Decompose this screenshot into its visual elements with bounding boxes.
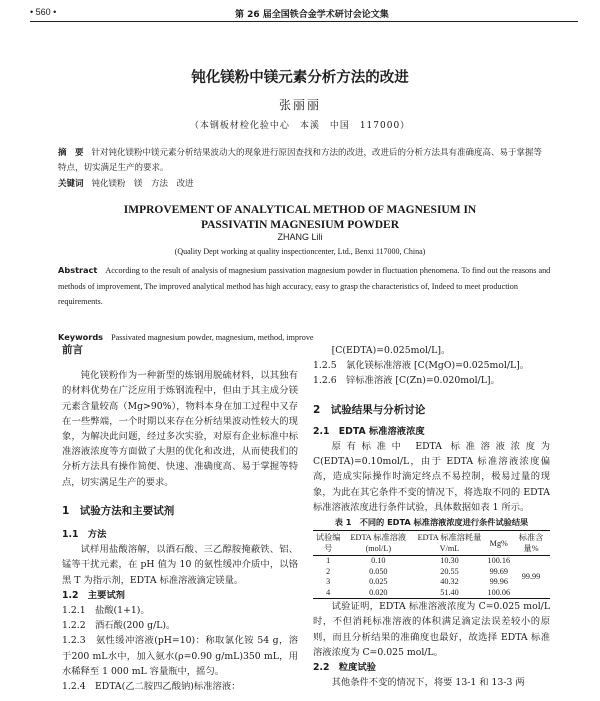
section-2-heading: 2 试验结果与分析讨论 xyxy=(313,403,426,416)
english-keywords-text: Passivated magnesium powder, magnesium, method, improve xyxy=(111,333,314,342)
table-cell: 0.050 xyxy=(369,566,388,576)
table-row xyxy=(313,556,550,567)
table-cell: 40.32 xyxy=(440,577,459,587)
section-2-2-paragraph: 其他条件不变的情况下，将要 13-1 和 13-3 两 xyxy=(331,677,525,689)
section-1-2-heading: 1.2 主要试剂 xyxy=(62,589,125,601)
table-1 xyxy=(313,530,550,599)
page-number: • 560 • xyxy=(30,7,57,17)
english-abstract-text: According to the result of analysis of magnesium passivation magnesium powder in fluctuation phenomena. To find out the reasons and methods of improvement, The improved analytical method has high accuracy, easy to grasp the characteristics of, Indeed to meet production requirements. xyxy=(58,266,551,306)
abstract-label: 摘 要 xyxy=(58,148,84,158)
section-1-heading: 1 试验方法和主要试剂 xyxy=(62,504,175,517)
table-cell: 4 xyxy=(313,588,343,599)
reagent-2: 1.2.2 酒石酸(200 g/L)。 xyxy=(62,620,176,632)
chinese-abstract xyxy=(58,146,550,176)
preface-paragraph: 钝化镁粉作为一种新型的炼钢用脱硫材料，以其独有的材料优势在广泛应用于炼钢流程中，但由于其主成分镁元素含量较高（Mg>90%），物料本身在加工过程中又存在一些弊端，一个时期以来存在分析结果波动性较大的现象，为解决此问题，经过多次实验，对原有企业标准中标准溶液浓度等方面做了大胆的优化和改进，从而使我们的分析方法具有操作简便、快速、准确度高、易于掌握等特点，切实满足生产的要求。 xyxy=(62,370,298,488)
english-title xyxy=(0,203,600,233)
chinese-author: 张丽丽 xyxy=(278,98,321,112)
english-abstract-label: Abstract xyxy=(58,265,98,275)
english-author: ZHANG Lili xyxy=(277,232,323,242)
chinese-title: 钝化镁粉中镁元素分析方法的改进 xyxy=(191,70,409,86)
table-cell: 3 xyxy=(326,577,331,587)
table-cell: 99.69 xyxy=(489,566,508,576)
reagent-6: 1.2.6 锌标准溶液 [C(Zn)=0.020mol/L]。 xyxy=(313,375,500,387)
table-standard-cell: 99.99 xyxy=(512,556,550,599)
right-column xyxy=(313,343,550,690)
table-header-row xyxy=(313,531,550,556)
running-header xyxy=(30,4,578,20)
table-cell: 100.06 xyxy=(487,587,511,597)
section-1-1-heading: 1.1 方法 xyxy=(62,529,107,541)
table-cell: 99.96 xyxy=(489,577,508,587)
table-cell: 100.16 xyxy=(487,556,511,566)
reagent-5: 1.2.5 氯化镁标准溶液 [C(MgO)=0.025mol/L]。 xyxy=(313,360,530,372)
table-cell: 0.025 xyxy=(369,577,388,587)
table-cell: 20.55 xyxy=(440,566,459,576)
table-cell: 10.30 xyxy=(440,556,459,566)
english-keywords xyxy=(58,332,554,342)
table-cell: 0.020 xyxy=(343,588,413,599)
keywords-label: 关键词 xyxy=(58,179,84,189)
table-header: EDTA 标准溶耗量 V/mL xyxy=(413,531,485,556)
english-title-line2: PASSIVATIN MAGNESIUM POWDER xyxy=(200,219,400,231)
table-cell: 51.40 xyxy=(413,588,485,599)
section-2-2-heading: 2.2 粒度试验 xyxy=(313,662,376,674)
section-1-1-paragraph: 试样用盐酸溶解，以酒石酸、三乙醇胺掩蔽铁、铝、锰等干扰元素，在 pH 值为 10 的氨性缓冲介质中，以铬黑 T 为指示剂，EDTA 标准溶液滴定镁量。 xyxy=(62,544,298,586)
table-header: Mg% xyxy=(486,531,513,556)
english-affiliation: (Quality Dept working at quality inspectioncenter, Ltd., Benxi 117000, China) xyxy=(174,247,426,256)
reagent-4: 1.2.4 EDTA(乙二胺四乙酸钠)标准溶液： xyxy=(62,681,241,693)
table-cell: 2 xyxy=(326,566,331,576)
table-header: 试验编号 xyxy=(313,531,343,556)
chinese-affiliation: （本钢板材检化验中心 本溪 中国 117000） xyxy=(189,121,411,131)
reagent-1: 1.2.1 盐酸(1+1)。 xyxy=(62,605,150,617)
section-2-1-heading: 2.1 EDTA 标准溶液浓度 xyxy=(313,425,425,437)
chinese-keywords xyxy=(58,177,550,189)
abstract-text: 针对钝化镁粉中镁元素分析结果波动大的现象进行原因查找和方法的改进，改进后的分析方法具有准确度高、易于掌握等特点，切实满足生产的要求。 xyxy=(58,148,543,173)
section-2-1-paragraph: 原有标准中 EDTA 标准溶液浓度为 C(EDTA)=0.10mol/L，由于 EDTA 标准溶液浓度偏高，造成实际操作时滴定终点不易控制，极易过量的现象，为此在其它条件不变的情况下，将选取不同的 EDTA 标准溶液浓度进行条件试验，具体数据如表 1 所示。 xyxy=(313,441,550,513)
table-cell: 0.10 xyxy=(371,556,386,566)
table-1-caption: 表 1 不同的 EDTA 标准溶液浓度进行条件试验结果 xyxy=(334,517,529,528)
table-header: 标准含量% xyxy=(512,531,550,556)
keywords-text: 钝化镁粉 镁 方法 改进 xyxy=(91,179,194,189)
english-abstract xyxy=(58,263,554,310)
english-keywords-label: Keywords xyxy=(58,332,104,342)
left-column xyxy=(62,343,298,694)
preface-heading: 前言 xyxy=(62,344,83,356)
table-cell: 1 xyxy=(326,556,331,566)
header-rule xyxy=(30,21,578,22)
table-header: EDTA 标准溶液(mol/L) xyxy=(343,531,413,556)
english-title-line1: IMPROVEMENT OF ANALYTICAL METHOD OF MAGNESIUM IN xyxy=(123,204,477,216)
conference-title: 第 26 届全国铁合金学术研讨会论文集 xyxy=(235,10,389,20)
after-table-paragraph: 试验证明，EDTA 标准溶液浓度为 C=0.025 mol/L 时，不但消耗标准溶液的体积满足滴定法误差较小的原则，而且分析结果的准确度也最好，故选择 EDTA 标准溶液浓度为 C=0.025 mol/L。 xyxy=(313,601,550,658)
reagent-4-continued: [C(EDTA)=0.025mol/L]。 xyxy=(331,345,451,356)
reagent-3: 1.2.3 氨性缓冲溶液(pH=10)：称取氯化铵 54 g，溶于200 mL水中，加入氨水(ρ=0.90 g/mL)350 mL，用水稀释至 1 000 mL 容量瓶中，摇匀。 xyxy=(62,635,298,677)
